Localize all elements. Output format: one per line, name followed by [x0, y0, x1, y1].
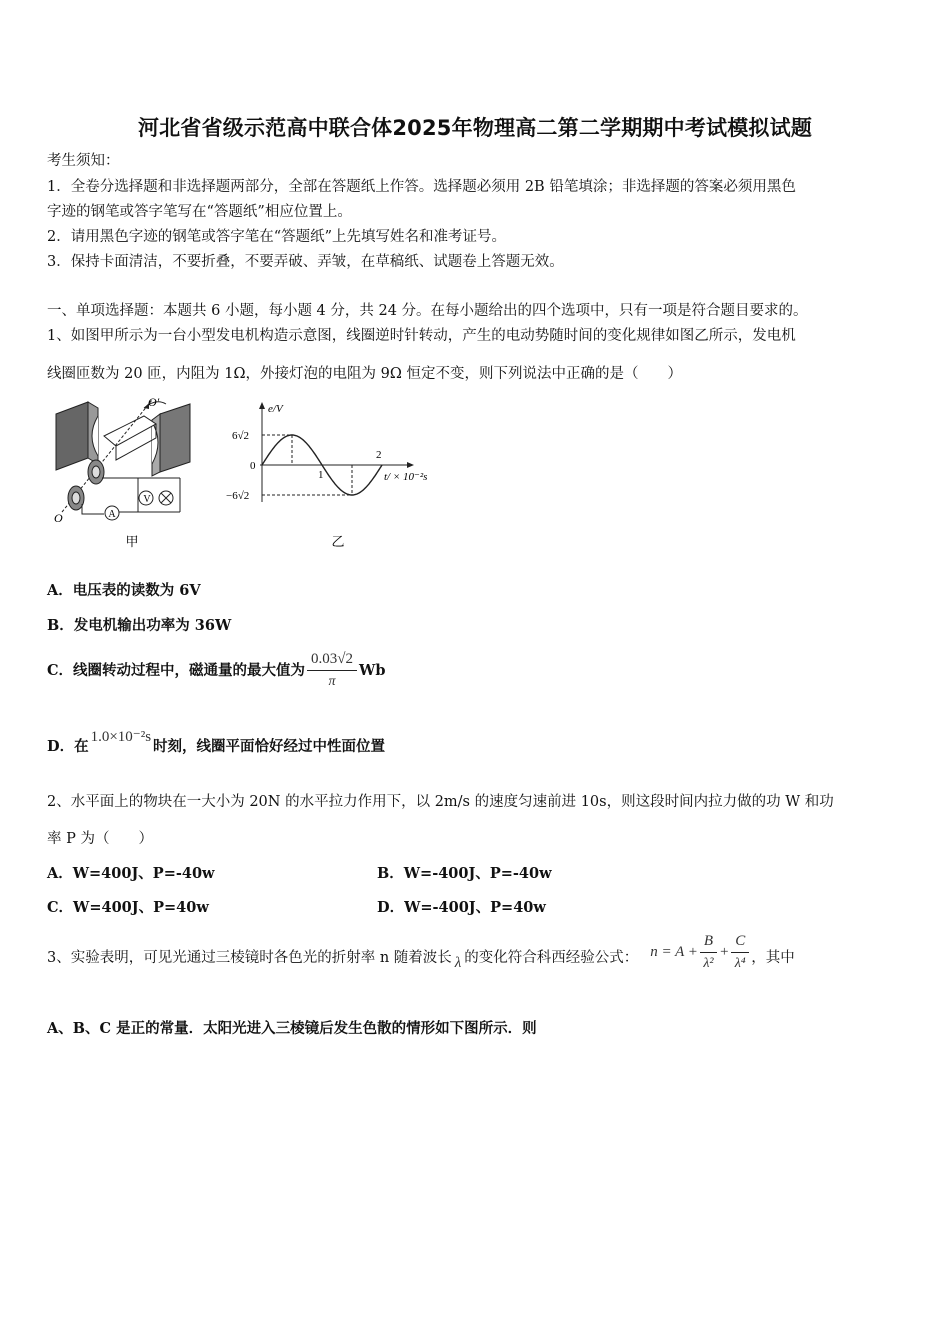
- q3-formula-b-num: B: [700, 932, 717, 953]
- notice-heading: 考生须知：: [47, 153, 120, 169]
- q3-formula-b-term: [700, 932, 717, 973]
- page-title: 河北省省级示范高中联合体2025年物理高二第二学期期中考试模拟试题: [137, 116, 813, 140]
- origin-tick: 0: [250, 460, 256, 472]
- q1-stem-line-2: 线圈匝数为 20 匝，内阻为 1Ω，外接灯泡的电阻为 9Ω 恒定不变，则下列说法中正确的是（ ）: [47, 366, 682, 382]
- q1-stem-line-1: 1、如图甲所示为一台小型发电机构造示意图，线圈逆时针转动，产生的电动势随时间的变化规律如图乙所示，发电机: [47, 328, 796, 344]
- axis-label-o: O: [54, 511, 63, 525]
- q2-option-d: D．W=-400J、P=40w: [377, 899, 546, 916]
- x-axis-label: t/ × 10⁻²s: [384, 471, 428, 483]
- q1-option-c-text: C．线圈转动过程中，磁通量的最大值为: [47, 661, 306, 679]
- ammeter-label: A: [108, 509, 116, 520]
- section-heading: 一、单项选择题：本题共 6 小题，每小题 4 分，共 24 分。在每小题给出的四个选项中，只有一项是符合题目要求的。: [47, 303, 808, 319]
- q1-option-c-numerator: 0.03√2: [307, 650, 357, 671]
- q1-option-b: B．发电机输出功率为 36W: [47, 617, 232, 634]
- q2-stem-line-2: 率 P 为（ ）: [47, 831, 153, 847]
- x-tick-2: 2: [376, 449, 382, 461]
- q1-option-a: A．电压表的读数为 6V: [47, 582, 201, 599]
- y-axis-label: e/V: [268, 403, 283, 415]
- q2-option-b: B．W=-400J、P=-40w: [377, 865, 552, 882]
- q1-option-c-fraction: [307, 650, 357, 691]
- q3-formula-c-den: λ⁴: [734, 955, 746, 971]
- q3-stem-line-1: [47, 930, 795, 986]
- q2-option-a: A．W=400J、P=-40w: [47, 865, 215, 882]
- voltmeter-label: V: [143, 494, 151, 505]
- notice-line-1b: 字迹的钢笔或答字笔写在“答题纸”相应位置上。: [47, 204, 352, 220]
- q3-stem-post: ，其中: [751, 950, 795, 966]
- emf-time-graph: [224, 398, 440, 554]
- figure-caption-jia: 甲: [125, 534, 139, 549]
- q1-option-d-pre: D．在: [47, 738, 89, 755]
- notice-line-3: 3．保持卡面清洁，不要折叠，不要弄破、弄皱，在草稿纸、试题卷上答题无效。: [47, 254, 564, 270]
- q3-stem-pre: 3、实验表明，可见光通过三棱镜时各色光的折射率 n 随着波长: [47, 950, 452, 966]
- generator-diagram: [48, 394, 208, 554]
- q3-formula-lhs: n = A +: [650, 944, 698, 960]
- q1-option-d-post: 时刻，线圈平面恰好经过中性面位置: [153, 738, 386, 755]
- q3-formula-b-den: λ²: [703, 955, 714, 971]
- y-min-tick: −6√2: [226, 490, 250, 502]
- figure-caption-yi: 乙: [331, 534, 345, 549]
- q2-stem-line-1: 2、水平面上的物块在一大小为 20N 的水平拉力作用下，以 2m/s 的速度匀速前进 10s，则这段时间内拉力做的功 W 和功: [47, 794, 834, 810]
- q3-stem-line-2: A、B、C 是正的常量．太阳光进入三棱镜后发生色散的情形如下图所示．则: [47, 1020, 537, 1037]
- axis-label-o-prime: O′: [148, 395, 160, 409]
- q3-formula-c-num: C: [731, 932, 749, 953]
- x-tick-1: 1: [318, 469, 324, 481]
- q1-option-c-unit: Wb: [359, 661, 386, 679]
- notice-line-1a: 1．全卷分选择题和非选择题两部分，全部在答题纸上作答。选择题必须用 2B 铅笔填涂；非选择题的答案必须用黑色: [47, 179, 796, 195]
- q2-option-c: C．W=400J、P=40w: [47, 899, 209, 916]
- q1-option-c: [47, 650, 385, 691]
- y-max-tick: 6√2: [232, 430, 250, 442]
- q3-lambda: λ: [454, 955, 462, 971]
- q1-option-c-denominator: π: [328, 674, 336, 689]
- q3-stem-mid: 的变化符合科西经验公式：: [464, 950, 639, 966]
- q3-formula-plus: +: [719, 944, 730, 960]
- q1-option-d-time: 1.0×10⁻²s: [90, 729, 152, 745]
- q1-option-d: [47, 729, 386, 756]
- notice-line-2: 2．请用黑色字迹的钢笔或答字笔在“答题纸”上先填写姓名和准考证号。: [47, 229, 507, 245]
- q3-formula-c-term: [731, 932, 749, 973]
